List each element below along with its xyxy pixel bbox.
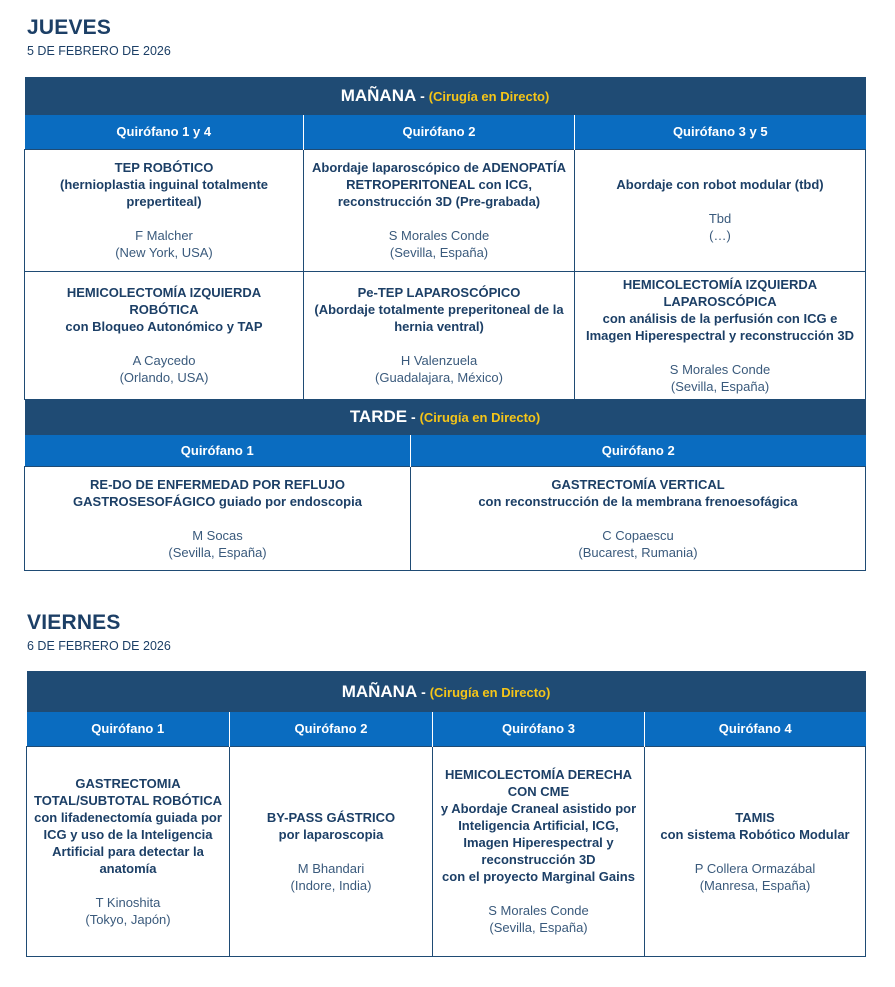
spacer [417,510,859,527]
surgery-title-line: Imagen Hiperespectral y reconstrucción 3D [585,327,855,343]
surgery-cell [645,746,866,956]
surgeon-name: T Kinoshita [95,894,161,910]
surgeon-location: (…) [709,228,731,243]
day-date-thursday: 5 DE FEBRERO DE 2026 [27,44,171,58]
surgery-cell [25,149,304,271]
surgeon-name: S Morales Conde [669,361,771,377]
surgery-title-line: hernia ventral) [394,319,484,334]
surgery-title-line: GASTRECTOMIA [75,775,181,791]
surgery-title-line: con el proyecto Marginal Gains [442,869,635,884]
surgery-cell [433,746,645,956]
room-header: Quirófano 1 [25,435,411,466]
schedule-table-thursday-afternoon [24,399,866,571]
surgery-title-line: anatomía [99,860,157,876]
surgery-title-line: con sistema Robótico Modular [660,826,850,842]
surgeon-name: M Socas [192,527,243,543]
surgery-title-line: Inteligencia Artificial, ICG, [458,818,619,833]
surgeon-location: (Sevilla, España) [489,920,588,935]
spacer [31,335,297,352]
surgeon-location: (Sevilla, España) [670,378,770,394]
session-label: MAÑANA [340,86,417,105]
session-sub: (Cirugía en Directo) [428,89,550,104]
surgery-cell [411,466,866,570]
surgery-cell [575,149,866,271]
surgery-title-line: CON CME [507,784,570,799]
surgery-cell [304,149,575,271]
surgeon-location: (Indore, India) [290,877,372,893]
surgery-title-line: reconstrucción 3D (Pre-grabada) [337,194,541,209]
surgeon-location: (Orlando, USA) [119,370,209,385]
room-header: Quirófano 1 y 4 [25,115,304,149]
spacer [439,885,638,902]
surgery-title-line: con lifadenectomía guiada por [34,809,222,825]
surgeon-name: F Malcher [135,228,193,243]
surgery-cell [230,746,433,956]
surgery-title-line: reconstrucción 3D [481,852,596,867]
session-label: TARDE [349,407,408,426]
surgery-title-line: prepertiteal) [126,194,202,209]
surgery-title-line: ICG y uso de la Inteligencia [43,826,213,842]
room-header: Quirófano 2 [411,435,866,466]
surgery-cell [304,271,575,399]
room-header: Quirófano 2 [230,712,433,746]
spacer [310,335,568,352]
spacer [651,843,859,860]
surgery-title-line: TEP ROBÓTICO [114,160,214,175]
room-header: Quirófano 3 y 5 [575,115,866,149]
session-sub: (Cirugía en Directo) [419,410,541,425]
surgery-title-line: con reconstrucción de la membrana frenoesofágica [478,493,798,509]
surgeon-name: S Morales Conde [388,228,490,243]
surgery-cell [27,746,230,956]
surgery-title-line: con análisis de la perfusión con ICG e [602,310,838,326]
surgery-title-line: y Abordaje Craneal asistido por [440,801,637,816]
spacer [310,210,568,227]
session-label: MAÑANA [341,681,418,701]
surgeon-location: (Sevilla, España) [389,245,489,260]
surgery-cell [25,271,304,399]
session-sub: (Cirugía en Directo) [429,684,551,700]
surgeon-location: (Bucarest, Rumania) [578,544,698,560]
surgeon-location: (Sevilla, España) [168,544,267,560]
room-header: Quirófano 2 [304,115,575,149]
surgery-title-line: HEMICOLECTOMÍA DERECHA [444,767,633,782]
day-title-thursday: JUEVES [27,16,112,39]
surgery-title-line: Pe-TEP LAPAROSCÓPICO [357,285,521,300]
surgery-title-line: TAMIS [735,809,775,825]
surgery-title-line: RE-DO DE ENFERMEDAD POR REFLUJO [90,476,345,492]
room-header: Quirófano 1 [27,712,230,746]
surgeon-location: (Guadalajara, México) [375,370,503,385]
surgeon-name: C Copaescu [602,527,674,543]
surgery-title-line: (hernioplastia inguinal totalmente [59,177,269,192]
day-date-friday: 6 DE FEBRERO DE 2026 [27,639,171,653]
surgery-title-line: por laparoscopia [278,826,384,842]
surgery-title-line: BY-PASS GÁSTRICO [266,809,396,825]
surgeon-name: A Caycedo [132,353,196,368]
surgery-title-line: TOTAL/SUBTOTAL ROBÓTICA [33,792,222,808]
surgery-title-line: HEMICOLECTOMÍA IZQUIERDA [622,276,818,292]
surgeon-name: P Collera Ormazábal [694,860,816,876]
surgery-title-line: Abordaje con robot modular (tbd) [616,177,824,192]
spacer [33,877,223,894]
surgery-title-line: con Bloqueo Autonómico y TAP [65,319,263,334]
surgeon-location: (New York, USA) [115,245,213,260]
surgeon-name: M Bhandari [297,860,365,876]
spacer [581,193,859,210]
surgery-cell [575,271,866,399]
surgery-title-line: HEMICOLECTOMÍA IZQUIERDA ROBÓTICA [66,285,262,317]
surgeon-location: (Manresa, España) [699,877,811,893]
surgeon-name: Tbd [708,211,732,226]
session-header-morning: MAÑANA - (Cirugía en Directo) [25,77,866,115]
session-header-afternoon: TARDE - (Cirugía en Directo) [25,399,866,435]
surgery-title-line: GASTROSESOFÁGICO guiado por endoscopia [73,493,362,509]
session-header-morning: MAÑANA - (Cirugía en Directo) [27,671,866,712]
surgery-title-line: RETROPERITONEAL con ICG, [346,177,532,192]
spacer [236,843,426,860]
surgeon-name: S Morales Conde [488,903,589,918]
spacer [31,210,297,227]
surgery-cell [25,466,411,570]
surgery-title-line: GASTRECTOMÍA VERTICAL [551,476,725,492]
schedule-table-friday-morning [26,671,866,957]
surgery-title-line: Abordaje laparoscópico de ADENOPATÍA [311,160,567,175]
schedule-table-thursday-morning [24,77,866,400]
surgery-title-line: (Abordaje totalmente preperitoneal de la [314,302,564,317]
day-title-friday: VIERNES [27,611,121,634]
spacer [31,510,404,527]
surgery-title-line: Imagen Hiperespectral y [463,835,614,850]
surgeon-location: (Tokyo, Japón) [85,911,171,927]
surgeon-name: H Valenzuela [400,353,478,368]
surgery-title-line: Artificial para detectar la [52,843,204,859]
room-header: Quirófano 3 [433,712,645,746]
surgery-title-line: LAPAROSCÓPICA [663,293,777,309]
spacer [581,344,859,361]
room-header: Quirófano 4 [645,712,866,746]
